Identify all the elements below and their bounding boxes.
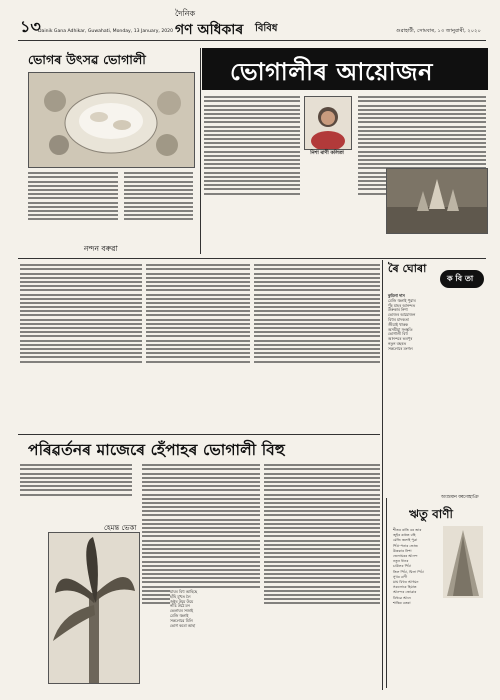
banner-article-col1 — [204, 94, 300, 252]
mid-col-1 — [20, 262, 142, 420]
poem-br-line: জুইৰ কাষত বহি — [393, 533, 416, 538]
poem-br-line: শান্তিৰ বতৰা — [393, 600, 411, 605]
kobita-badge-label: ক বি তা — [447, 274, 474, 283]
mid-col-2 — [146, 262, 250, 420]
bottom-col-1 — [20, 462, 132, 518]
section-name: বিবিধ — [255, 23, 278, 34]
poem-right-lines — [388, 294, 484, 352]
poem-right-line: ভোগালী বিহু — [388, 331, 408, 337]
poem-middle — [170, 590, 260, 628]
edition-line: Dainik Gana Adhikar, Guwahati, Monday, 13 January, 2020 — [38, 29, 174, 34]
poem-right-line: ভোজৰ আয়োজন — [388, 312, 416, 318]
poem-middle-line: ভেলাঘৰ সজাই — [170, 608, 193, 614]
poem-right-line: জীয়াই থাকক — [388, 321, 408, 327]
poem-bottom-right-title: ঋতু বাণী — [409, 507, 453, 521]
banana-plant-photo — [48, 532, 140, 684]
paper-small-label: দৈনিক — [175, 9, 196, 18]
poem-bottom-right-lines — [393, 528, 445, 606]
poem-br-line: পিঠা-পনাৰ ভোজ — [393, 543, 418, 548]
poem-middle-line: মেজি জ্বলাই — [170, 612, 189, 618]
poem-middle-line: নাচি উঠে মন — [170, 603, 190, 609]
masthead — [0, 0, 500, 40]
poem-br-line: সুখৰ বাণী — [393, 574, 408, 579]
left-top-title: ভোগৰ উৎসৱ ভোগালী — [28, 52, 147, 67]
poem-br-line: উৰুকাৰ নিশা — [393, 548, 412, 553]
poem-br-line: মাঘ বিহুৰ আগমন — [393, 580, 419, 585]
poem-right-box — [384, 240, 486, 440]
date-right: গুৱাহাটী, সোমবাৰ, ১৩ জানুৱাৰী, ২০২০ — [396, 28, 481, 34]
bottom-col-3 — [264, 462, 380, 688]
bottom-divider — [18, 434, 380, 435]
poem-middle-line: মাঘৰ বিহু আহিছে — [170, 589, 198, 594]
poem-br-line: সকলোৰে হিয়াত — [393, 585, 417, 590]
bottom-title: পৰিৱৰ্তনৰ মাজেৰে হেঁপাহৰ ভোগালী বিহু — [28, 441, 285, 459]
poem-middle-line: জুইৰ উমে উমে — [170, 598, 194, 604]
vrule-left — [200, 48, 201, 254]
poem-br-line: মেজি জ্বলাই পুৱা — [393, 538, 418, 543]
poem-right-line: বিহুৰ মাদকতা — [388, 316, 409, 322]
poem-br-line: বিহুৱে আনে — [393, 595, 411, 600]
bottom-byline: হেমন্ত ভেকা — [104, 524, 137, 532]
poem-bottom-right-box — [386, 495, 487, 688]
poem-right-line: কুমিলা দাস — [388, 293, 405, 298]
author-caption: নিশা ৰাণী কলিতা — [310, 151, 344, 156]
meji-bonfire-photo — [386, 168, 488, 234]
page-number: ১৩ — [20, 17, 41, 36]
poem-br-line: আনন্দৰ জোৱাৰ — [393, 590, 417, 595]
poem-right-line: মেজি জ্বলাই পুৱাৰ — [388, 297, 416, 303]
poem-right-line: অসমীয়া সংস্কৃতি — [388, 326, 413, 332]
bonfire-sketch-photo — [443, 526, 483, 598]
headline-banner — [202, 48, 488, 90]
left-top-article — [20, 48, 198, 254]
poem-bottom-right-author: অংশুমান বৰগোহাঞি — [441, 495, 479, 500]
poem-br-line: শীতৰ ৰাতি বৰ জাৰ — [393, 528, 422, 532]
poem-br-line: তিল পিঠা, ঘিলা পিঠা — [393, 569, 424, 574]
poem-middle-line: হাঁহি মুখত লৈ — [170, 593, 191, 599]
poem-right-line: আনন্দৰে ভৰপূৰ — [388, 336, 413, 342]
pitha-food-photo — [28, 72, 195, 168]
poem-right-line: নতুন বছৰত — [388, 340, 406, 346]
poem-right-line: সকলোৰে মংগল — [388, 345, 413, 351]
left-top-article-lines-2 — [124, 170, 193, 252]
poem-br-line: চাউলৰ পিঠা — [393, 564, 412, 569]
paper-name: গণ অধিকাৰ — [175, 22, 244, 38]
bottom-col-2 — [142, 462, 260, 688]
left-top-article-lines — [28, 170, 118, 252]
poem-middle-line: সকলোৱে মিলি — [170, 617, 193, 623]
poem-middle-line: ভোগ কৰো আহা — [170, 622, 196, 628]
banner-title: ভোগালীৰ আয়োজন — [230, 58, 433, 86]
poem-right-title: ৰৈ ঘোৰা — [388, 262, 427, 275]
poem-br-line: ভেলাঘৰৰ আনন্দ — [393, 554, 418, 559]
left-top-byline: নন্দন বৰুৱা — [84, 244, 118, 253]
masthead-rule — [18, 40, 486, 41]
author-portrait — [304, 96, 352, 150]
poem-right-line: পুঁহ মাহৰ আনন্দত — [388, 302, 415, 308]
kobita-badge — [440, 270, 484, 288]
poem-br-line: নতুন ধানৰ — [393, 559, 409, 564]
vrule-right — [382, 260, 383, 690]
poem-right-line: উৰুকাৰ নিশা — [388, 307, 408, 313]
mid-col-3 — [254, 262, 380, 420]
